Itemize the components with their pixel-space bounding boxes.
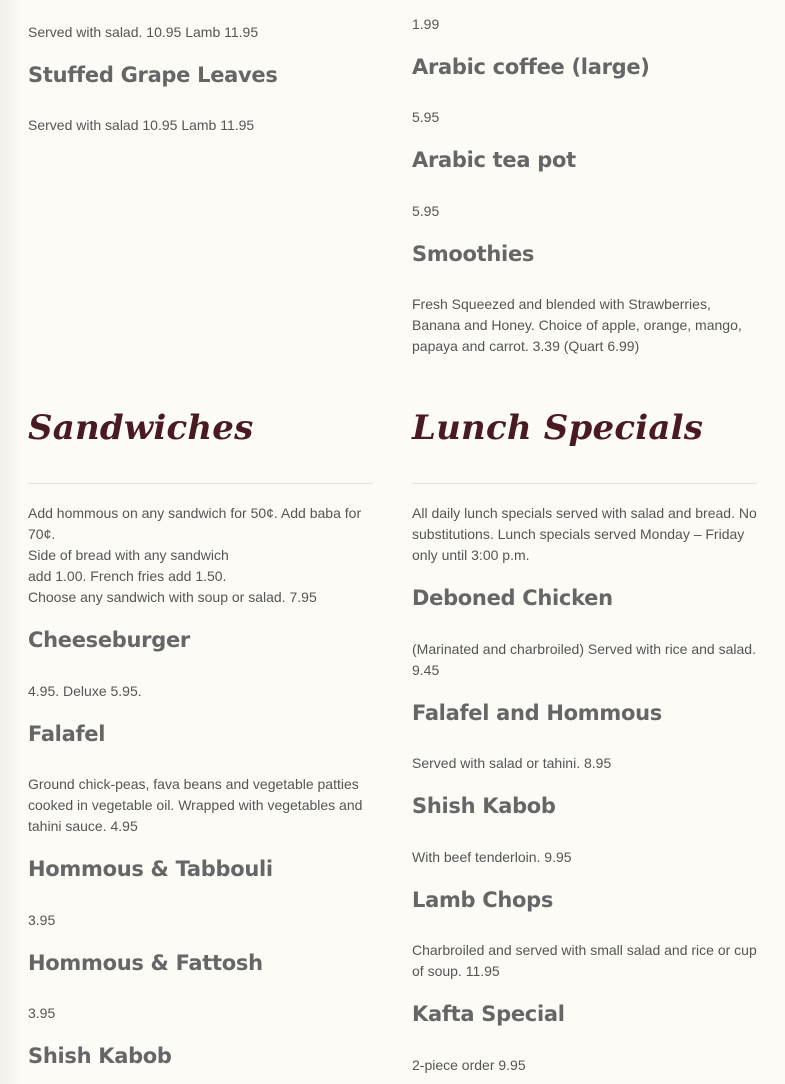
section-divider — [28, 483, 373, 484]
intro-line: Choose any sandwich with soup or salad. 7.95 — [28, 589, 317, 605]
item-description: 2-piece order 9.95 — [412, 1057, 526, 1073]
item-title-arabic-coffee: Arabic coffee (large) — [412, 55, 650, 79]
item-description: 5.95 — [412, 203, 440, 219]
item-description: 5.95 — [412, 109, 440, 125]
item-title-lamb-chops: Lamb Chops — [412, 888, 554, 912]
item-title-stuffed-grape-leaves: Stuffed Grape Leaves — [28, 63, 278, 87]
intro-line: Add hommous on any sandwich for 50¢. Add baba for 70¢. — [28, 505, 362, 542]
item-title-hommous-fattosh: Hommous & Fattosh — [28, 951, 263, 975]
item-description: Served with salad or tahini. 8.95 — [412, 755, 612, 771]
item-description: Ground chick-peas, fava beans and vegetable patties cooked in vegetable oil. Wrapped with vegetables and tahini sauce. 4.95 — [28, 776, 363, 834]
item-description: Served with salad 10.95 Lamb 11.95 — [28, 117, 255, 133]
item-title-cheeseburger: Cheeseburger — [28, 628, 190, 652]
item-description: 4.95. Deluxe 5.95. — [28, 683, 142, 699]
item-description: 1.99 — [412, 16, 440, 32]
intro-line: Side of bread with any sandwich — [28, 547, 229, 563]
item-description: 3.95 — [28, 912, 56, 928]
section-title-sandwiches: Sandwiches — [28, 408, 254, 448]
item-title-arabic-tea-pot: Arabic tea pot — [412, 148, 576, 172]
item-title-deboned-chicken: Deboned Chicken — [412, 586, 613, 610]
item-title-smoothies: Smoothies — [412, 242, 535, 266]
section-intro — [28, 503, 373, 608]
item-description: 3.95 — [28, 1005, 56, 1021]
intro-line: add 1.00. French fries add 1.50. — [28, 568, 227, 584]
item-title-shish-kabob: Shish Kabob — [412, 794, 556, 818]
item-description: Fresh Squeezed and blended with Strawberries, Banana and Honey. Choice of apple, orange, mango, papaya and carrot. 3.39 (Quart 6.99) — [412, 296, 742, 354]
item-description: With beef tenderloin. 9.95 — [412, 849, 572, 865]
item-title-hommous-tabbouli: Hommous & Tabbouli — [28, 857, 273, 881]
section-divider — [412, 483, 757, 484]
item-title-falafel-and-hommous: Falafel and Hommous — [412, 701, 662, 725]
item-description: Served with salad. 10.95 Lamb 11.95 — [28, 24, 259, 40]
item-title-kafta-special: Kafta Special — [412, 1002, 565, 1026]
section-title-lunch-specials: Lunch Specials — [412, 408, 704, 448]
item-title-shish-kabob: Shish Kabob — [28, 1044, 172, 1068]
item-title-falafel: Falafel — [28, 722, 106, 746]
item-description: (Marinated and charbroiled) Served with rice and salad. 9.45 — [412, 641, 756, 678]
section-intro: All daily lunch specials served with salad and bread. No substitutions. Lunch specials served Monday – Friday only until 3:00 p.m. — [412, 505, 757, 563]
page-edge-shadow — [0, 0, 22, 1084]
item-description: Charbroiled and served with small salad and rice or cup of soup. 11.95 — [412, 942, 757, 979]
